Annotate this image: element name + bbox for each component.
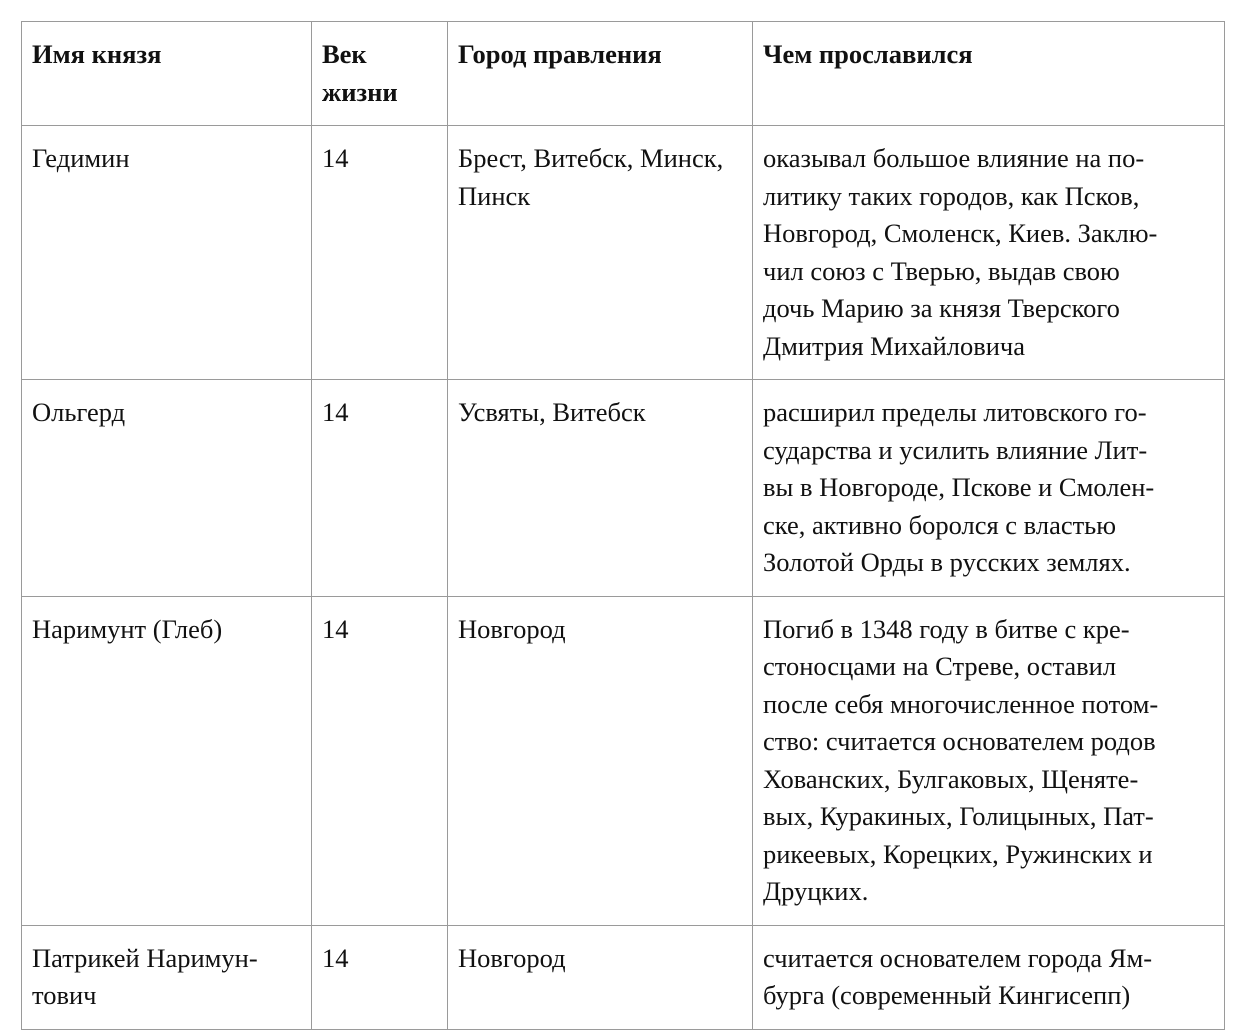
cell-century: 14 [312,126,448,380]
table-row [22,596,1225,925]
cell-century: 14 [312,925,448,1029]
cell-prince-name: Гедимин [22,126,312,380]
cell-fame: считается основателем города Ям- бурга (современный Кингисепп) [753,925,1225,1029]
cell-fame: расширил пределы литовского го- сударства и усилить влияние Лит- вы в Новгороде, Пскове и Смолен- ске, активно боролся с властью Золотой Орды в русских землях. [753,380,1225,597]
cell-fame: оказывал большое влияние на по- литику таких городов, как Псков, Новгород, Смоленск, Киев. Заклю- чил союз с Тверью, выдав свою дочь Марию за князя Тверского Дмитрия Михайловича [753,126,1225,380]
cell-century: 14 [312,596,448,925]
cell-city: Брест, Витебск, Минск, Пинск [448,126,753,380]
cell-city: Новгород [448,925,753,1029]
table-row [22,925,1225,1029]
header-city: Город правления [448,22,753,126]
cell-prince-name: Наримунт (Глеб) [22,596,312,925]
cell-city: Новгород [448,596,753,925]
table-header-row [22,22,1225,126]
cell-prince-name: Ольгерд [22,380,312,597]
cell-century: 14 [312,380,448,597]
princes-table [21,21,1225,1030]
cell-fame: Погиб в 1348 году в битве с кре- стоносцами на Стреве, оставил после себя многочисленное потом- ство: считается основателем родов Хованских, Булгаковых, Щеняте- вых, Куракиных, Голицыных, Пат- рикеевых, Корецких, Ружинских и Друцких. [753,596,1225,925]
header-fame: Чем прославился [753,22,1225,126]
cell-prince-name: Патрикей Наримун- тович [22,925,312,1029]
table-row [22,126,1225,380]
cell-city: Усвяты, Витебск [448,380,753,597]
table-row [22,380,1225,597]
header-century: Век жизни [312,22,448,126]
header-prince-name: Имя князя [22,22,312,126]
